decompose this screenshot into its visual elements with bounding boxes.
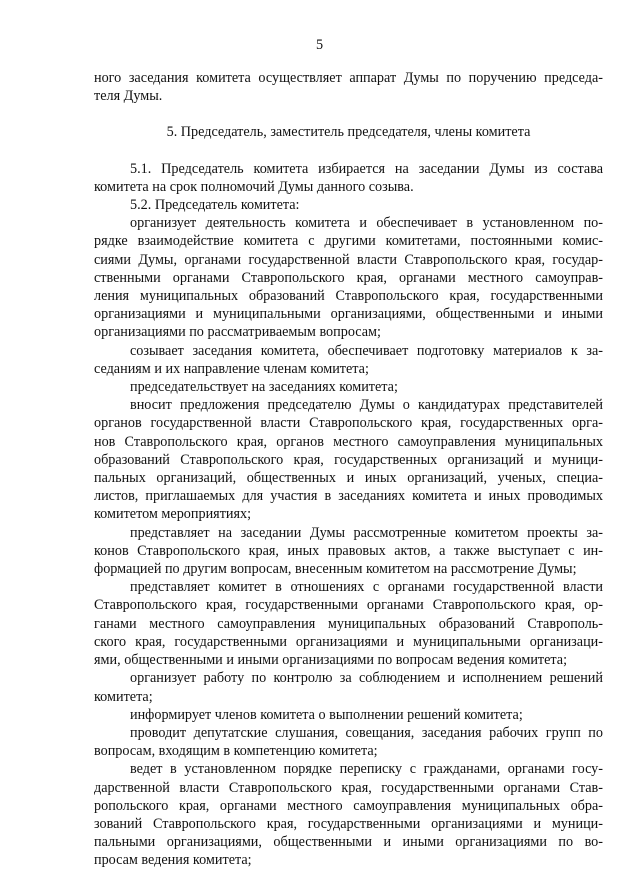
paragraph	[94, 706, 603, 724]
paragraph	[94, 524, 603, 579]
paragraph	[94, 160, 603, 196]
text-line: комитета;	[94, 688, 153, 705]
text-line: сиями Думы, органами государственной власти Ставропольского края, государ-	[94, 251, 603, 268]
text-line: вносит предложения председателю Думы о кандидатурах представителей	[130, 397, 603, 414]
text-line: информирует членов комитета о выполнении решений комитета;	[130, 706, 523, 723]
text-line: ведет в установленном порядке переписку с гражданами, органами госу-	[130, 761, 603, 778]
text-line: организациями по рассматриваемым вопросам;	[94, 324, 381, 341]
text-line: пальных организаций, общественных и иных организаций, ученых, специа-	[94, 470, 603, 487]
text-line: организует деятельность комитета и обеспечивает в установленном по-	[130, 215, 603, 232]
text-line: вопросам, входящим в компетенцию комитета;	[94, 743, 378, 760]
text-line: ного заседания комитета осуществляет аппарат Думы по поручению председа-	[94, 70, 603, 86]
text-line: ления муниципальных образований Ставропольского края, государственными	[94, 288, 603, 305]
text-line: ственными органами Ставропольского края, органами местного самоуправ-	[94, 269, 603, 286]
text-line: ганами местного самоуправления муниципальных образований Ставрополь-	[94, 615, 603, 632]
text-line: листов, приглашаемых для участия в заседаниях комитета и иных проводимых	[94, 488, 603, 505]
text-line: конов Ставропольского края, иных правовых актов, а также выступает с ин-	[94, 542, 603, 559]
text-line: Ставропольского края, государственными органами Ставропольского края, ор-	[94, 597, 603, 614]
text-line: просам ведения комитета;	[94, 852, 252, 869]
text-line: ями, общественными и иными организациями по вопросам ведения комитета;	[94, 652, 568, 669]
text-line: председательствует на заседаниях комитета;	[130, 379, 398, 396]
text-line: седаниям и их направление членам комитета;	[94, 360, 369, 377]
page-number: 5	[315, 37, 324, 53]
paragraph-list	[94, 160, 603, 870]
text-line: 5.1. Председатель комитета избирается на заседании Думы из состава	[130, 160, 603, 177]
paragraph	[94, 578, 603, 669]
text-line: комитетом мероприятиях;	[94, 506, 252, 523]
text-line: нов Ставропольского края, органов местного самоуправления муниципальных	[94, 433, 603, 450]
text-line: формацией по другим вопросам, внесенным комитетом на рассмотрение Думы;	[94, 561, 577, 578]
text-line: 5.2. Председатель комитета:	[130, 197, 300, 214]
text-line: представляет комитет в отношениях с органами государственной власти	[130, 579, 603, 596]
text-line: теля Думы.	[94, 88, 163, 105]
text-line: дарственной власти Ставропольского края, государственными органами Став-	[94, 779, 603, 796]
text-line: ропольского края, органами местного самоуправления муниципальных обра-	[94, 797, 603, 814]
text-line: пальными организациями, общественными и иными организациями по во-	[94, 834, 603, 851]
paragraph	[94, 396, 603, 523]
text-line: представляет на заседании Думы рассмотренные комитетом проекты за-	[130, 524, 603, 541]
text-line: организует работу по контролю за соблюдением и исполнением решений	[130, 670, 603, 687]
paragraph	[94, 724, 603, 760]
paragraph	[94, 669, 603, 705]
document-body	[94, 69, 603, 870]
text-line: ского края, государственными организациями и муниципальными организаци-	[94, 633, 603, 650]
text-line: проводит депутатские слушания, совещания, заседания рабочих групп по	[130, 724, 603, 741]
section-heading: 5. Председатель, заместитель председателя, члены комитета	[166, 124, 531, 141]
text-line: органов государственной власти Ставропольского края, государственных орга-	[94, 415, 603, 432]
text-line: комитета на срок полномочий Думы данного созыва.	[94, 178, 414, 195]
text-line: зований Ставропольского края, государственными организациями и муници-	[94, 815, 603, 832]
paragraph	[94, 760, 603, 869]
text-line: рядке взаимодействие комитета с другими комитетами, постоянными комис-	[94, 233, 603, 250]
text-line: организациями и муниципальными организациями, общественными и иными	[94, 306, 603, 323]
text-line: образований Ставропольского края, государственных организаций и муници-	[94, 451, 603, 468]
paragraph	[94, 378, 603, 396]
intro-text	[94, 69, 603, 105]
paragraph	[94, 214, 603, 341]
paragraph	[94, 342, 603, 378]
text-line: созывает заседания комитета, обеспечивает подготовку материалов к за-	[130, 342, 603, 359]
paragraph	[94, 196, 603, 214]
